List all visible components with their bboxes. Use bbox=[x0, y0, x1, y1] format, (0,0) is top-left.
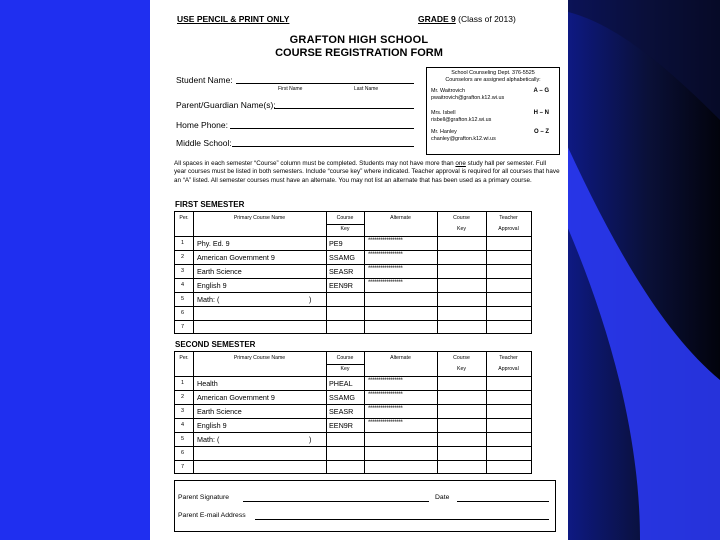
period-number: 7 bbox=[181, 324, 185, 330]
counselor-entry bbox=[431, 110, 555, 123]
primary-course-name[interactable]: English 9 bbox=[197, 421, 227, 430]
parent-email-field[interactable] bbox=[255, 519, 549, 520]
period-number: 6 bbox=[181, 310, 185, 316]
period-number: 5 bbox=[181, 436, 185, 442]
course-key[interactable]: EEN9R bbox=[329, 421, 353, 430]
primary-course-name[interactable]: Earth Science bbox=[197, 407, 242, 416]
parent-name-label: Parent/Guardian Name(s): bbox=[176, 100, 276, 110]
course-key[interactable]: SEASR bbox=[329, 267, 354, 276]
alternate-course[interactable]: ***************** bbox=[368, 280, 403, 286]
table-row[interactable] bbox=[175, 446, 531, 461]
teacher-approval-header: Teacher bbox=[499, 215, 518, 221]
primary-course-name[interactable]: Phy. Ed. 9 bbox=[197, 239, 230, 248]
primary-course-name[interactable]: English 9 bbox=[197, 281, 227, 290]
period-number: 3 bbox=[181, 268, 185, 274]
counselor-name: Mr. Waitrovich bbox=[431, 88, 465, 94]
alternate-header: Alternate bbox=[390, 215, 411, 221]
period-number: 1 bbox=[181, 240, 185, 246]
counselor-name: Mrs. Isbell bbox=[431, 110, 456, 116]
registration-form-page bbox=[150, 0, 568, 540]
primary-course-name[interactable]: Math: ( bbox=[197, 435, 220, 444]
first-semester-table bbox=[174, 211, 532, 334]
first-name-label: First Name bbox=[278, 86, 303, 92]
date-field[interactable] bbox=[457, 501, 549, 502]
instructions-paragraph bbox=[174, 160, 560, 185]
counselor-entry bbox=[431, 88, 555, 101]
header-subdivider bbox=[326, 224, 364, 225]
counselor-range: A – G bbox=[533, 88, 549, 94]
first-semester-title: FIRST SEMESTER bbox=[175, 200, 245, 209]
alt-course-key-header: Course bbox=[453, 215, 470, 221]
home-phone-field[interactable] bbox=[230, 128, 414, 129]
alternate-course[interactable]: ***************** bbox=[368, 378, 403, 384]
parent-signature-label: Parent Signature bbox=[178, 494, 230, 501]
period-number: 2 bbox=[181, 394, 185, 400]
table-row[interactable] bbox=[175, 292, 531, 307]
last-name-label: Last Name bbox=[354, 86, 379, 92]
table-row[interactable] bbox=[175, 278, 531, 293]
alt-course-key-header: Course bbox=[453, 355, 470, 361]
course-key-header: Course bbox=[336, 355, 354, 361]
header-subdivider bbox=[326, 364, 364, 365]
table-row[interactable] bbox=[175, 460, 531, 475]
teacher-approval-header: Approval bbox=[498, 366, 519, 372]
pencil-instruction: USE PENCIL & PRINT ONLY bbox=[177, 14, 290, 24]
primary-course-name[interactable]: Earth Science bbox=[197, 267, 242, 276]
course-key[interactable]: PE9 bbox=[329, 239, 343, 248]
course-key-header: Course bbox=[336, 215, 354, 221]
primary-course-name[interactable]: Health bbox=[197, 379, 218, 388]
period-number: 6 bbox=[181, 450, 185, 456]
counselor-email[interactable]: risbell@grafton.k12.wi.us bbox=[431, 116, 492, 123]
primary-course-name[interactable]: American Government 9 bbox=[197, 253, 275, 262]
primary-course-header: Primary Course Name bbox=[233, 215, 286, 221]
table-row[interactable] bbox=[175, 320, 531, 335]
signature-box bbox=[174, 480, 556, 532]
alternate-course[interactable]: ***************** bbox=[368, 266, 403, 272]
course-key[interactable]: SSAMG bbox=[329, 253, 355, 262]
period-number: 7 bbox=[181, 464, 185, 470]
alternate-course[interactable]: ***************** bbox=[368, 406, 403, 412]
course-key-header: Key bbox=[340, 366, 350, 372]
course-key[interactable]: EEN9R bbox=[329, 281, 353, 290]
counselors-title bbox=[427, 70, 559, 84]
student-name-field[interactable] bbox=[236, 83, 414, 84]
grade-label bbox=[418, 14, 516, 24]
student-name-label: Student Name: bbox=[176, 75, 233, 85]
parent-email-label: Parent E-mail Address bbox=[178, 512, 246, 519]
table-row[interactable] bbox=[175, 418, 531, 433]
parent-signature-field[interactable] bbox=[243, 501, 429, 502]
table-row[interactable] bbox=[175, 306, 531, 321]
period-number: 4 bbox=[181, 422, 185, 428]
per-header: Per. bbox=[179, 355, 189, 361]
alternate-course[interactable]: ***************** bbox=[368, 238, 403, 244]
period-number: 4 bbox=[181, 282, 185, 288]
counselor-email[interactable]: chanley@grafton.k12.wi.us bbox=[431, 135, 496, 142]
alternate-course[interactable]: ***************** bbox=[368, 420, 403, 426]
counseling-dept-phone: School Counseling Dept. 376-5525 bbox=[451, 70, 535, 76]
instructions-part2: study hall per semester. Full year courses must be listed in both semesters. Include “course key” where indicated. Teacher approval is required for all courses that have an “A” listed. All semester courses must have an alternate. You may not list an alternate that has been used as a primary course. bbox=[174, 160, 560, 184]
grade: GRADE 9 bbox=[418, 14, 456, 24]
primary-course-header: Primary Course Name bbox=[233, 355, 286, 361]
alternate-header: Alternate bbox=[390, 355, 411, 361]
math-close-paren: ) bbox=[309, 295, 312, 304]
table-row[interactable] bbox=[175, 376, 531, 391]
teacher-approval-header: Approval bbox=[498, 226, 519, 232]
table-row[interactable] bbox=[175, 432, 531, 447]
course-key[interactable]: SSAMG bbox=[329, 393, 355, 402]
counselor-name: Mr. Hanley bbox=[431, 129, 457, 135]
alt-course-key-header: Key bbox=[457, 366, 466, 372]
instructions-part1: All spaces in each semester “Course” column must be completed. Students may not have more than bbox=[174, 160, 456, 167]
second-semester-table bbox=[174, 351, 532, 474]
alt-course-key-header: Key bbox=[457, 226, 466, 232]
counselor-range: H – N bbox=[533, 110, 549, 116]
form-title: COURSE REGISTRATION FORM bbox=[275, 47, 443, 59]
counselor-email[interactable]: pwaitrovich@grafton.k12.wi.us bbox=[431, 94, 505, 101]
teacher-approval-header: Teacher bbox=[499, 355, 518, 361]
course-key[interactable]: SEASR bbox=[329, 407, 354, 416]
primary-course-name[interactable]: Math: ( bbox=[197, 295, 220, 304]
period-number: 1 bbox=[181, 380, 185, 386]
middle-school-label: Middle School: bbox=[176, 138, 232, 148]
per-header: Per. bbox=[179, 215, 189, 221]
primary-course-name[interactable]: American Government 9 bbox=[197, 393, 275, 402]
course-key[interactable]: PHEAL bbox=[329, 379, 353, 388]
period-number: 3 bbox=[181, 408, 185, 414]
period-number: 2 bbox=[181, 254, 185, 260]
middle-school-field[interactable] bbox=[232, 146, 414, 147]
date-label: Date bbox=[435, 494, 450, 501]
home-phone-label: Home Phone: bbox=[176, 120, 228, 130]
second-semester-title: SECOND SEMESTER bbox=[175, 340, 256, 349]
class-of: (Class of 2013) bbox=[458, 14, 516, 24]
counselor-range: O – Z bbox=[533, 129, 549, 135]
parent-name-field[interactable] bbox=[274, 108, 414, 109]
counselors-assignment-note: Counselors are assigned alphabetically: bbox=[445, 77, 541, 83]
school-name: GRAFTON HIGH SCHOOL bbox=[289, 34, 429, 46]
period-number: 5 bbox=[181, 296, 185, 302]
alternate-course[interactable]: ***************** bbox=[368, 252, 403, 258]
course-key-header: Key bbox=[340, 226, 350, 232]
math-close-paren: ) bbox=[309, 435, 312, 444]
counselor-entry bbox=[431, 129, 555, 142]
instructions-one: one bbox=[455, 160, 466, 167]
counselors-box bbox=[426, 67, 560, 155]
alternate-course[interactable]: ***************** bbox=[368, 392, 403, 398]
